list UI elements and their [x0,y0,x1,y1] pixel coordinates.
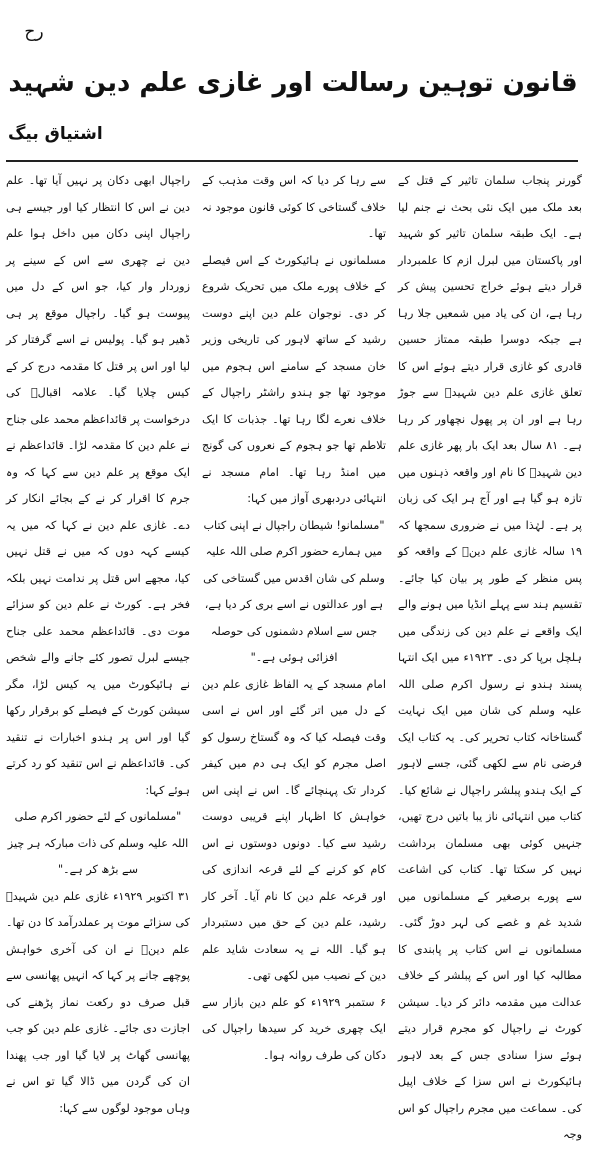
paragraph: سے رہا کر دیا کہ اس وقت مذہب کے خلاف گستاخی کا کوئی قانون موجود نہ تھا۔ [202,174,386,240]
article-body [6,168,582,1141]
paragraph: راجپال ابھی دکان پر نہیں آیا تھا۔ علم دین نے اس کا انتظار کیا اور جیسے ہی راجپال اپنی دکان میں داخل ہوا علم دین نے چھری سے اس کے سینے پر زوردار وار کیا، جو اس کے دل میں پیوست ہو گیا۔ راجپال موقع پر ہی ڈھیر ہو گیا۔ پولیس نے اسے گرفتار کر لیا اور اس پر قتل کا مقدمہ درج کر کے کیس چلایا گیا۔ علامہ اقبالؒ کی درخواست پر قائداعظم محمد علی جناح نے علم دین کا مقدمہ لڑا۔ قائداعظم نے ایک موقع پر علم دین سے کہا کہ وہ جرم کا اقرار کر نے کے بجائے انکار کر دے۔ غازی علم دین نے کہا کہ میں یہ کیسے کہہ دوں کہ میں نے قتل نہیں کیا، مجھے اس قتل پر ندامت نہیں بلکہ فخر ہے۔ کورٹ نے علم دین کو سزائے موت دی۔ قائداعظم محمد علی جناح جیسے لبرل تصور کئے جانے والے شخص نے ہائیکورٹ میں یہ کیس لڑا، مگر سیشن کورٹ کے فیصلے کو برقرار رکھا گیا اور اس پر ہندو اخبارات نے تنقید کی۔ قائداعظم نے اس تنقید کو رد کرتے ہوئے کہا: [6,174,190,797]
paragraph: مسلمانوں نے ہائیکورٹ کے اس فیصلے کے خلاف پورے ملک میں تحریک شروع کر دی۔ نوجوان علم دین اپنے دوست رشید کے ساتھ لاہور کی تاریخی وزیر خان مسجد کے سامنے اس ہجوم میں موجود تھا جو ہندو راشٹر راجپال کے خلاف نعرے لگا رہا تھا۔ جذبات کا ایک تلاطم تھا جو ہجوم کے نعروں کی گونج میں امنڈ رہا تھا۔ امام مسجد نے انتہائی دردبھری آواز میں کہا: [202,253,386,505]
quote-paragraph: "مسلمانو! شیطان راجپال نے اپنی کتاب میں ہمارے حضور اکرم صلی اللہ علیہ وسلم کی شان اقدس میں گستاخی کی ہے اور عدالتوں نے اسے بری کر دیا ہے، جس سے اسلام دشمنوں کی حوصلہ افزائی ہوئی ہے۔" [203,518,385,664]
header-divider [6,160,578,162]
honorific-mark: رح [24,22,44,42]
article-title: قانون توہین رسالت اور غازی علم دین شہید [8,68,578,99]
column-3 [6,168,190,1115]
column-1 [398,168,582,1141]
author-name: اشتیاق بیگ [8,124,103,144]
paragraph: امام مسجد کے یہ الفاظ غازی علم دین کے دل میں اتر گئے اور اس نے اسی وقت فیصلہ کیا کہ وہ گستاخ رسول کو اصل مجرم کو ایک ہی دم میں کیفر کردار تک پہنچائے گا۔ اس نے اپنی اس خواہش کا اظہار اپنے قریبی دوست رشید سے کیا۔ دونوں دوستوں نے اس کام کو کرنے کے لئے قرعہ اندازی کی اور قرعہ علم دین کا نام آیا۔ آخر کار رشید، علم دین کے حق میں دستبردار ہو گیا۔ اللہ نے یہ سعادت شاید علم دین کے نصیب میں لکھی تھی۔ [202,677,386,982]
paragraph: ۳۱ اکتوبر ۱۹۲۹ء غازی علم دین شہیدؒ کی سزائے موت پر عملدرآمد کا دن تھا۔ علم دینؒ نے ان کی آخری خواہش پوچھے جانے پر کہا کہ انہیں پھانسی سے قبل صرف دو رکعت نماز پڑھنے کی اجازت دی جائے۔ غازی علم دین کو جب پھانسی گھاٹ پر لایا گیا اور جب پھندا ان کی گردن میں ڈالا گیا تو اس نے وہاں موجود لوگوں سے کہا: [6,889,190,1115]
quote-paragraph: "مسلمانوں کے لئے حضور اکرم صلی اللہ علیہ وسلم کی ذات مبارکہ ہر چیز سے بڑھ کر ہے۔" [7,810,189,876]
paragraph: ۶ ستمبر ۱۹۲۹ء کو علم دین بازار سے ایک چھری خرید کر سیدھا راجپال کی دکان کی طرف روانہ ہوا۔ [202,995,386,1062]
column-2 [202,168,386,1062]
paragraph: گورنر پنجاب سلمان تاثیر کے قتل کے بعد ملک میں ایک نئی بحث نے جنم لیا ہے۔ ایک طبقہ سلمان تاثیر کو شہید اور پاکستان میں لبرل ازم کا علمبردار قرار دیتے ہوئے خراج تحسین پیش کر رہا ہے، ان کی یاد میں شمعیں جلا رہا ہے جبکہ دوسرا طبقہ ممتاز حسین قادری کو غازی قرار دیتے ہوئے اس کا تعلق غازی علم دین شہیدؒ سے جوڑ رہا ہے اور ان پر پھول نچھاور کر رہا ہے۔ ۸۱ سال بعد ایک بار پھر غازی علم دین شہیدؒ کا نام اور واقعہ ذہنوں میں تازہ ہو گیا ہے اور آج ہر ایک کی زبان پر ہے۔ لہٰذا میں نے ضروری سمجھا کہ ۱۹ سالہ غازی علم دینؒ کے واقعہ کو پس منظر کے طور پر بیان کیا جائے۔ تقسیم ہند سے پہلے انڈیا میں ہونے والے ایک واقعے نے علم دین کی زندگی میں ہلچل برپا کر دی۔ ۱۹۲۳ء میں ایک انتہا پسند ہندو نے رسول اکرم صلی اللہ علیہ وسلم کی شان میں ایک نہایت گستاخانہ کتاب تحریر کی۔ یہ کتاب ایک فرضی نام سے لکھی گئی، جسے لاہور کے ایک ہندو پبلشر راجپال نے شائع کیا۔ کتاب میں انتہائی ناز یبا باتیں درج تھیں، جنہیں کوئی بھی مسلمان برداشت نہیں کر سکتا تھا۔ کتاب کی اشاعت سے پورے برصغیر کے مسلمانوں میں شدید غم و غصے کی لہر دوڑ گئی۔ مسلمانوں نے اس کتاب پر پابندی کا مطالبہ کیا اور اس کے پبلشر کے خلاف عدالت میں مقدمہ دائر کر دیا۔ سیشن کورٹ نے راجپال کو مجرم قرار دیتے ہوئے سزا سنادی جس کے بعد لاہور ہائیکورٹ نے اس سزا کے خلاف اپیل کی۔ سماعت میں مجرم راجپال کو اس وجہ [398,174,582,1141]
